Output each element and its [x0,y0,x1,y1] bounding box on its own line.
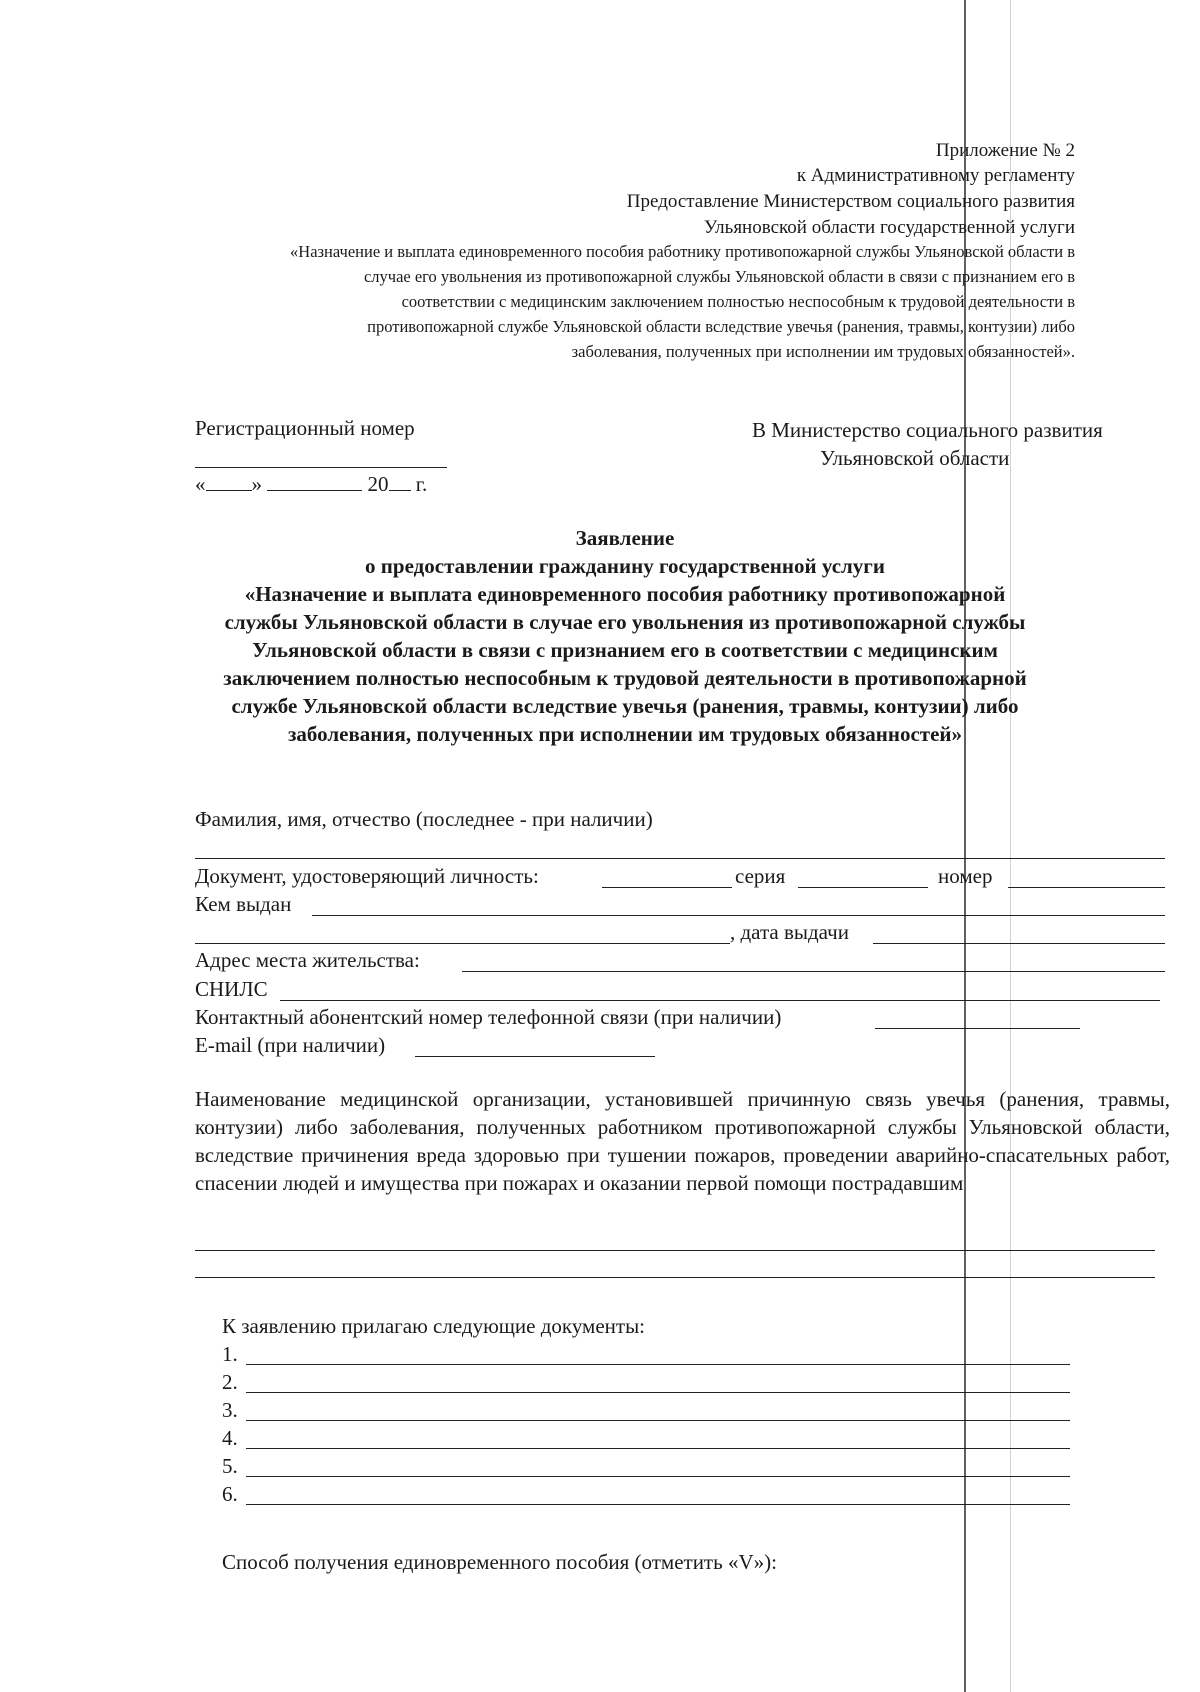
attachment-number: 6. [222,1482,238,1506]
date-quote-open: « [195,472,206,496]
series-field[interactable] [798,887,928,888]
appendix-service-line: соответствии с медицинским заключением полностью неспособным к трудовой деятельности в [401,292,1075,311]
issue-date-field[interactable] [873,943,1165,944]
attachment-field[interactable] [246,1392,1070,1393]
email-label: E-mail (при наличии) [195,1033,386,1057]
address-label: Адрес места жительства: [195,948,420,972]
registration-date [195,470,427,498]
document-type-field[interactable] [602,887,732,888]
issue-date-label: , дата выдачи [730,920,849,944]
appendix-line: Предоставление Министерством социального развития [626,191,1075,212]
snils-label: СНИЛС [195,977,268,1001]
service-title-line: службы Ульяновской области в случае его увольнения из противопожарной службы [224,610,1026,634]
addressee-line: В Министерство социального развития [752,418,1103,442]
addressee-line: Ульяновской области [820,446,1010,470]
snils-field[interactable] [280,1000,1160,1001]
attachment-field[interactable] [246,1504,1070,1505]
service-title-line: службе Ульяновской области вследствие увечья (ранения, травмы, контузии) либо [231,694,1019,718]
document-label: Документ, удостоверяющий личность: [195,864,539,888]
phone-label: Контактный абонентский номер телефонной связи (при наличии) [195,1005,782,1029]
service-title-line: заболевания, полученных при исполнении им трудовых обязанностей» [287,722,963,746]
date-day-field[interactable] [206,470,252,491]
appendix-service-line: заболевания, полученных при исполнении им трудовых обязанностей». [571,342,1075,361]
document-title: Заявление [575,526,675,550]
phone-field[interactable] [875,1028,1080,1029]
date-year-suffix: г. [415,472,428,496]
service-title-line: Ульяновской области в связи с признанием его в соответствии с медицинским [252,638,998,662]
number-label: номер [938,864,993,888]
date-year-prefix: 20 [367,472,389,496]
appendix-number: Приложение № 2 [935,140,1075,161]
registration-number-field[interactable] [195,467,447,468]
medical-org-field[interactable] [195,1250,1155,1251]
date-year-field[interactable] [389,470,411,491]
number-field[interactable] [1008,887,1165,888]
attachments-label: К заявлению прилагаю следующие документы: [222,1314,646,1338]
attachment-field[interactable] [246,1420,1070,1421]
series-label: серия [735,864,786,888]
appendix-service-line: «Назначение и выплата единовременного пособия работнику противопожарной службы Ульяновской области в [290,242,1075,261]
attachment-number: 5. [222,1454,238,1478]
medical-org-field[interactable] [195,1277,1155,1278]
attachment-number: 4. [222,1426,238,1450]
attachment-number: 1. [222,1342,238,1366]
registration-label: Регистрационный номер [195,416,415,440]
appendix-line: Ульяновской области государственной услуги [703,217,1075,238]
appendix-service-line: противопожарной службе Ульяновской области вследствие увечья (ранения, травмы, контузии) либо [367,317,1075,336]
fio-label: Фамилия, имя, отчество (последнее - при наличии) [195,807,653,831]
appendix-line: к Административному регламенту [796,165,1075,186]
issued-by-field-cont[interactable] [195,943,730,944]
document-subtitle: о предоставлении гражданину государственной услуги [365,554,885,578]
attachment-number: 3. [222,1398,238,1422]
date-month-field[interactable] [267,470,362,491]
fio-field[interactable] [195,858,1165,859]
issued-by-field[interactable] [312,915,1165,916]
attachment-number: 2. [222,1370,238,1394]
date-quote-close: » [251,472,262,496]
issued-by-label: Кем выдан [195,892,292,916]
service-title-line: заключением полностью неспособным к трудовой деятельности в противопожарной [223,666,1027,690]
attachment-field[interactable] [246,1364,1070,1365]
address-field[interactable] [462,971,1165,972]
attachment-field[interactable] [246,1476,1070,1477]
appendix-service-line: случае его увольнения из противопожарной службы Ульяновской области в связи с признанием его в [363,267,1075,286]
service-title-line: «Назначение и выплата единовременного пособия работнику противопожарной [244,582,1006,606]
medical-org-text: Наименование медицинской организации, установившей причинную связь увечья (ранения, травмы, контузии) либо заболевания, полученных работником противопожарной службы Ульяновской области, вследствие причинения вреда здоровью при тушении пожаров, проведении аварийно-спасательных работ, спасении людей и имущества при пожарах и оказании первой помощи пострадавшим [195,1087,1170,1195]
service-title-block [200,580,1050,748]
email-field[interactable] [415,1056,655,1057]
payment-method-label: Способ получения единовременного пособия (отметить «V»): [222,1550,777,1574]
attachment-field[interactable] [246,1448,1070,1449]
